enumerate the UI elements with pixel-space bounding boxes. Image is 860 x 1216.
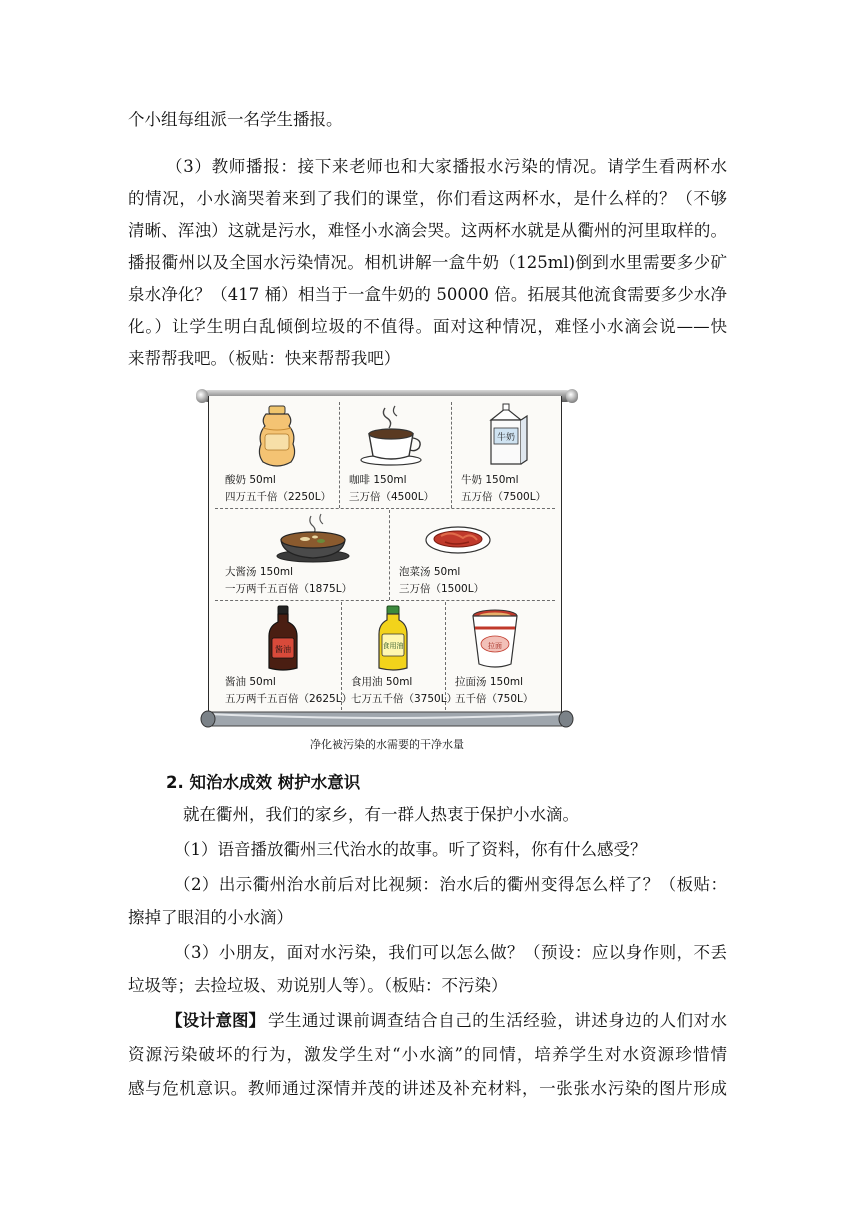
paragraph-line: 垃圾等；去捡垃圾、劝说别人等）。（板贴：不污染） xyxy=(128,976,508,995)
paragraph-line: 擦掉了眼泪的小水滴） xyxy=(128,908,293,927)
item-times: 五万两千五百倍（2625L） xyxy=(225,693,353,705)
ramen-cup-icon xyxy=(469,608,521,672)
soybean-soup-pot-icon xyxy=(271,512,355,564)
figure-item xyxy=(455,402,555,508)
figure-item xyxy=(219,602,353,710)
scroll-paper xyxy=(208,396,562,717)
item-times: 三万倍（1500L） xyxy=(399,583,485,595)
kimchi-soup-plate-icon xyxy=(423,518,493,558)
paragraph-line: 来帮帮我吧。（板贴：快来帮帮我吧） xyxy=(128,349,401,368)
item-times: 五万倍（7500L） xyxy=(461,491,547,503)
scroll-bottom-roll xyxy=(200,706,574,732)
rod-knob-left xyxy=(196,389,208,403)
paragraph-line: （2）出示衢州治水前后对比视频：治水后的衢州变得怎么样了？（板贴： xyxy=(174,875,727,894)
section-heading: 2. 知治水成效 树护水意识 xyxy=(166,773,361,792)
figure-item xyxy=(219,510,387,600)
item-times: 四万五千倍（2250L） xyxy=(225,491,332,503)
paragraph-line: （3）教师播报：接下来老师也和大家播报水污染的情况。请学生看两杯水 xyxy=(166,157,727,176)
paragraph-line: 播报衢州以及全国水污染情况。相机讲解一盒牛奶（125ml)倒到水里需要多少矿 xyxy=(128,253,727,272)
bottle-label: 食用油 xyxy=(382,642,404,650)
figure-item xyxy=(219,402,337,508)
cooking-oil-bottle-icon xyxy=(373,604,413,674)
figure-item xyxy=(343,402,449,508)
paragraph-line: （3）小朋友，面对水污染，我们可以怎么做？（预设：应以身作则，不丢 xyxy=(174,943,727,962)
paragraph-line: 的情况，小水滴哭着来到了我们的课堂，你们看这两杯水，是什么样的？（不够 xyxy=(128,189,727,208)
paragraph-line: 感与危机意识。教师通过深情并茂的讲述及补充材料，一张张水污染的图片形成 xyxy=(128,1079,727,1098)
item-name: 食用油 50ml xyxy=(351,676,413,688)
paragraph-line: 个小组每组派一名学生播报。 xyxy=(128,110,343,129)
water-purification-figure xyxy=(196,386,578,756)
milk-carton-icon xyxy=(481,404,531,468)
item-name: 拉面汤 150ml xyxy=(455,676,524,688)
soy-sauce-bottle-icon xyxy=(263,604,303,674)
item-name: 牛奶 150ml xyxy=(461,474,519,486)
paragraph-line: 泉水净化？（417 桶）相当于一盒牛奶的 50000 倍。拓展其他流食需要多少水净 xyxy=(128,285,727,304)
yogurt-bottle-icon xyxy=(253,404,301,470)
figure-item xyxy=(345,602,458,710)
item-times: 一万两千五百倍（1875L） xyxy=(225,583,353,595)
item-name: 酱油 50ml xyxy=(225,676,276,688)
coffee-cup-icon xyxy=(357,404,427,466)
item-name: 咖啡 150ml xyxy=(349,474,407,486)
paragraph-line: （1）语音播放衢州三代治水的故事。听了资料，你有什么感受？ xyxy=(174,840,647,859)
bottle-label: 酱油 xyxy=(275,645,291,654)
paragraph-line: 就在衢州，我们的家乡，有一群人热衷于保护小水滴。 xyxy=(183,805,579,824)
paragraph-line: 资源污染破坏的行为，激发学生对“小水滴”的同情，培养学生对水资源珍惜情 xyxy=(128,1045,727,1064)
item-times: 三万倍（4500L） xyxy=(349,491,435,503)
paragraph-line: 清晰、浑浊）这就是污水，难怪小水滴会哭。这两杯水就是从衢州的河里取样的。 xyxy=(128,221,727,240)
paragraph-line: 化。）让学生明白乱倾倒垃圾的不值得。面对这种情况，难怪小水滴会说——快 xyxy=(128,317,727,336)
figure-caption: 净化被污染的水需要的干净水量 xyxy=(310,738,464,751)
item-name: 泡菜汤 50ml xyxy=(399,566,461,578)
item-name: 酸奶 50ml xyxy=(225,474,276,486)
figure-item xyxy=(449,602,555,710)
figure-item xyxy=(393,510,555,600)
design-intent-label: 【设计意图】 xyxy=(166,1011,265,1030)
item-times: 七万五千倍（3750L） xyxy=(351,693,458,705)
item-name: 大酱汤 150ml xyxy=(225,566,294,578)
rod-knob-right xyxy=(566,389,578,403)
carton-label: 牛奶 xyxy=(496,433,516,443)
item-times: 五千倍（750L） xyxy=(455,693,534,705)
cup-label: 拉面 xyxy=(488,642,502,650)
paragraph-line: 学生通过课前调查结合自己的生活经验，讲述身边的人们对水 xyxy=(268,1011,727,1030)
